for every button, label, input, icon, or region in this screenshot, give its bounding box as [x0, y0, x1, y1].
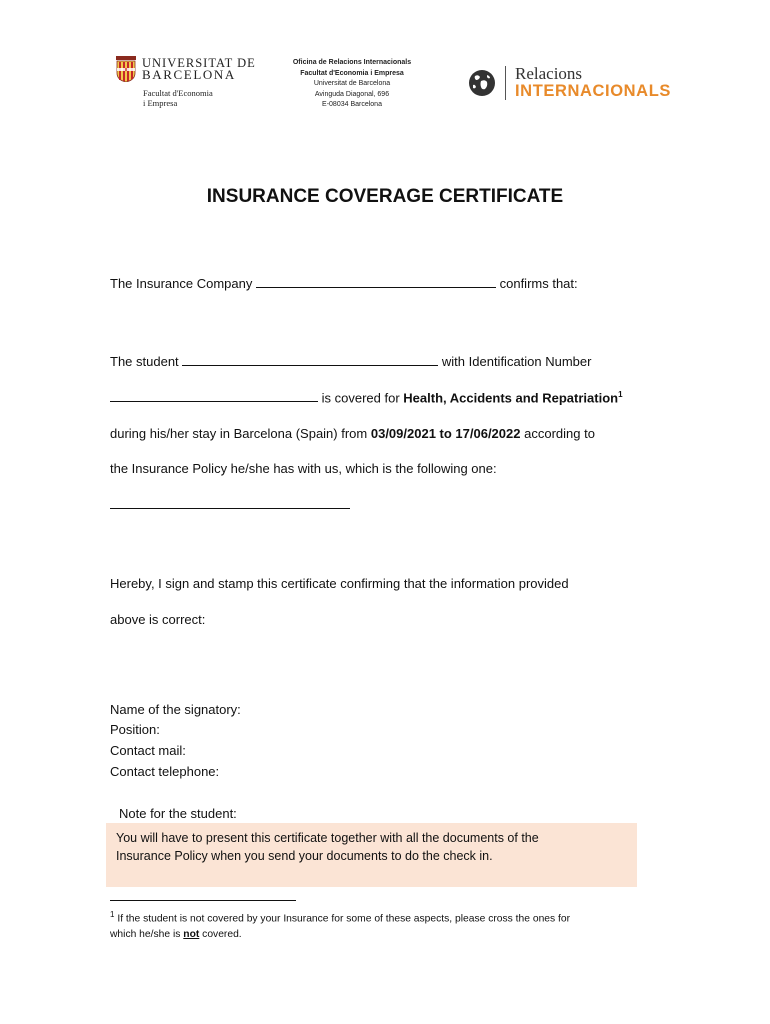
note-line1: You will have to present this certificate together with all the documents of the	[116, 831, 539, 845]
policy-blank-line	[110, 497, 350, 512]
office-university: Universitat de Barcelona	[313, 80, 391, 87]
footnote-mark: 1	[110, 910, 115, 919]
footnote-line1	[110, 907, 650, 927]
university-name-line2: BARCELONA	[142, 67, 236, 82]
position-label: Position:	[110, 722, 160, 737]
sign-line-1: Hereby, I sign and stamp this certificate confirming that the information provided	[110, 576, 569, 591]
company-blank-field[interactable]	[256, 276, 496, 288]
note-label: Note for the student:	[119, 806, 237, 821]
footnote-emphasis: not	[183, 929, 200, 941]
note-line2: Insurance Policy when you send your documents to do the check in.	[116, 849, 493, 863]
ri-logo-line2: INTERNACIONALS	[515, 82, 671, 100]
note-box	[106, 823, 637, 887]
footnote	[110, 907, 650, 943]
stay-dates: 03/09/2021 to 17/06/2022	[370, 426, 521, 441]
office-name: Oficina de Relacions Internacionals	[292, 59, 412, 66]
mail-label: Contact mail:	[110, 743, 186, 758]
sign-line-2: above is correct:	[110, 612, 206, 627]
ri-logo-line1: Relacions	[515, 64, 583, 83]
company-suffix: confirms that:	[499, 276, 578, 291]
globe-icon	[468, 69, 496, 97]
stay-line	[110, 426, 595, 441]
footnote-text2-after: covered.	[202, 929, 242, 941]
company-prefix: The Insurance Company	[110, 276, 253, 291]
coverage-line	[110, 390, 623, 405]
office-address	[262, 58, 442, 111]
signatory-label: Name of the signatory:	[110, 702, 241, 717]
faculty-line2: i Empresa	[143, 98, 178, 108]
office-faculty: Facultat d'Economia i Empresa	[300, 69, 404, 77]
logo-separator	[505, 66, 506, 100]
relacions-internacionals-logo	[468, 64, 671, 104]
coverage-types: Health, Accidents and Repatriation	[403, 390, 619, 406]
footnote-reference: 1	[618, 390, 623, 399]
university-name-line1: UNIVERSITAT DE	[142, 56, 256, 70]
page-title: INSURANCE COVERAGE CERTIFICATE	[206, 186, 564, 207]
office-street: Avinguda Diagonal, 696	[314, 90, 390, 98]
office-postcode: E-08034 Barcelona	[322, 101, 382, 108]
company-line	[110, 276, 578, 291]
faculty-line1: Facultat d'Economia	[143, 88, 213, 98]
student-suffix: with Identification Number	[441, 354, 592, 369]
phone-label: Contact telephone:	[110, 764, 220, 779]
policy-blank-field[interactable]	[110, 497, 350, 509]
student-prefix: The student	[110, 354, 179, 369]
student-name-blank-field[interactable]	[182, 354, 438, 366]
footnote-text2-before: which he/she is	[110, 929, 181, 941]
footnote-line2	[110, 927, 650, 943]
footnote-text1: If the student is not covered by your Insurance for some of these aspects, please cross the ones for	[117, 913, 571, 925]
policy-line: the Insurance Policy he/she has with us, which is the following one:	[110, 461, 497, 476]
student-line	[110, 354, 591, 369]
stay-suffix: according to	[524, 426, 595, 441]
id-number-blank-field[interactable]	[110, 390, 318, 402]
crest-icon	[116, 56, 136, 82]
university-logo	[116, 55, 256, 110]
footnote-divider	[110, 900, 296, 901]
stay-prefix: during his/her stay in Barcelona (Spain) from	[110, 426, 368, 441]
covered-text: is covered for	[321, 390, 400, 406]
